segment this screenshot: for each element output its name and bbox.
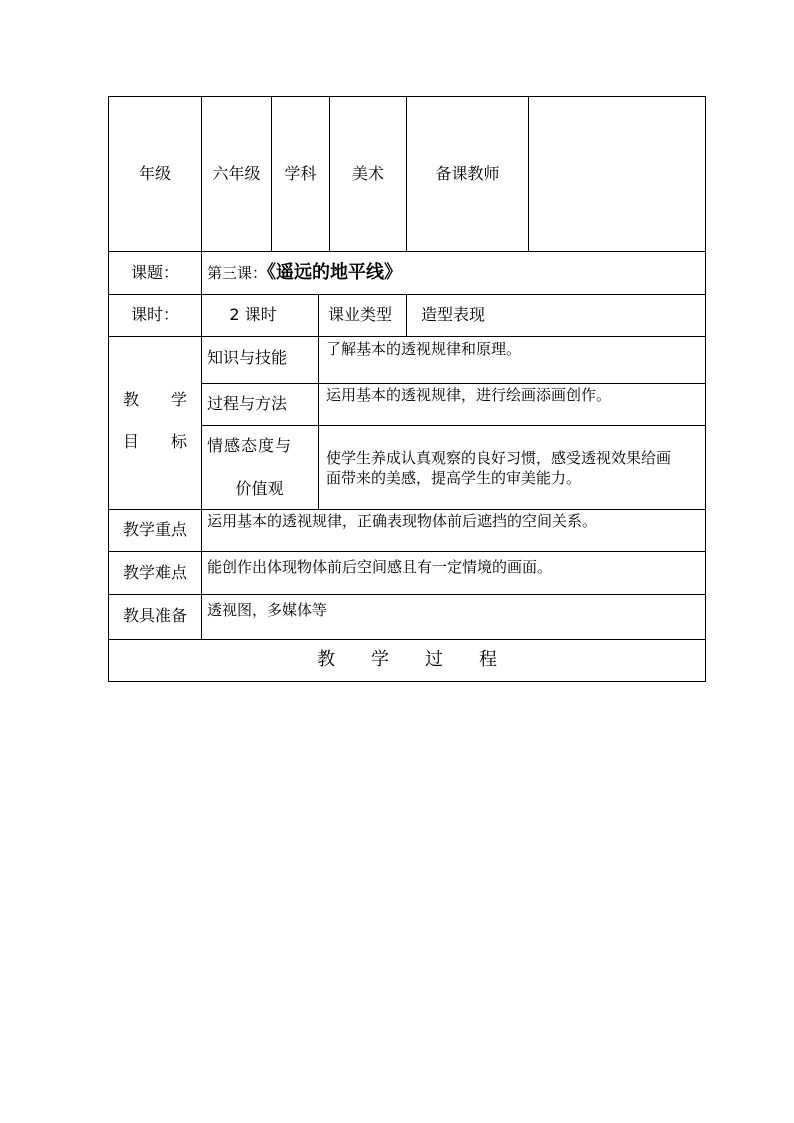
lesson-number: 第三课： [207, 264, 268, 282]
column-divider [318, 294, 319, 509]
row-divider [108, 639, 706, 640]
objective-dimension: 过程与方法 [207, 394, 288, 413]
objectives-label-bottom: 目 标 [122, 432, 187, 451]
objective-content: 了解基本的透视规律和原理。 [326, 340, 522, 358]
row-divider [108, 551, 706, 552]
row-divider [108, 336, 706, 337]
row-divider [201, 425, 706, 426]
objective-content: 运用基本的透视规律，进行绘画添画创作。 [326, 386, 612, 404]
topic-label: 课题： [130, 263, 179, 282]
objectives-label-top: 教 学 [122, 390, 187, 409]
lesson-title: 《遥远的地平线》 [267, 262, 403, 283]
table-border-right [705, 96, 706, 682]
lesson-type-label: 课业类型 [328, 305, 393, 324]
grade-label: 年级 [138, 164, 171, 183]
table-border-bottom [108, 681, 706, 682]
subject-value: 美术 [351, 164, 384, 183]
objective-dimension: 情感态度与 [207, 436, 293, 455]
objective-content: 面带来的美感，提高学生的审美能力。 [326, 469, 582, 487]
lesson-type-value: 造型表现 [421, 305, 486, 324]
objective-dimension: 价值观 [235, 479, 284, 498]
table-border-top [108, 96, 706, 97]
key-point-content: 运用基本的透视规律，正确表现物体前后遮挡的空间关系。 [207, 512, 598, 530]
period-value: 2 课时 [229, 305, 277, 324]
row-divider [108, 594, 706, 595]
row-divider [108, 251, 706, 252]
period-label: 课时： [130, 305, 179, 324]
difficulty-label: 教学难点 [122, 563, 187, 582]
column-divider [406, 294, 407, 336]
objective-content: 使学生养成认真观察的良好习惯，感受透视效果给画 [326, 449, 672, 467]
grade-value: 六年级 [212, 164, 261, 183]
objective-dimension: 知识与技能 [207, 348, 288, 367]
materials-content: 透视图，多媒体等 [207, 601, 328, 619]
key-point-label: 教学重点 [122, 520, 187, 539]
difficulty-content: 能创作出体现物体前后空间感且有一定情境的画面。 [207, 558, 553, 576]
subject-label: 学科 [284, 164, 317, 183]
row-divider [108, 294, 706, 295]
materials-label: 教具准备 [122, 606, 187, 625]
teacher-label: 备课教师 [435, 164, 500, 183]
process-heading: 教 学 过 程 [317, 649, 497, 670]
lesson-title-line [207, 262, 402, 284]
